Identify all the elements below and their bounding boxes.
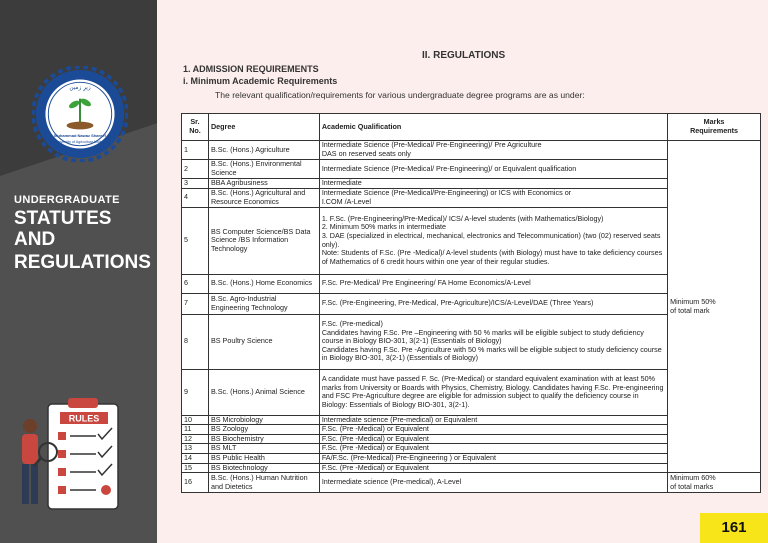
heading-admission-requirements: 1. ADMISSION REQUIREMENTS: [183, 64, 319, 74]
table-row: 8 BS Poultry Science F.Sc. (Pre-medical) Candidates having F.Sc. Pre –Engineering with 50 % marks will be eligible subject to study deficiency course in Biology BIO-301, 3(2-1) (Essentials of Biology) Candidates having F.Sc. Pre -Agriculture with 50 % marks will be eligible subject to study deficiency course in Biology BIO-301, 3(2-1) (Essentials of Biology): [182, 314, 761, 369]
table-row: 12 BS Biochemistry F.Sc. (Pre -Medical) or Equivalent: [182, 434, 761, 444]
table-row: 2 B.Sc. (Hons.) Environmental Science Intermediate Science (Pre-Medical/ Pre-Engineering)/ or Equivalent qualification: [182, 160, 761, 179]
table-row: 11 BS Zoology F.Sc. (Pre -Medical) or Equivalent: [182, 425, 761, 435]
header-marks: Marks Requirements: [668, 114, 761, 141]
sidebar: [0, 0, 157, 543]
table-row: 9 B.Sc. (Hons.) Animal Science A candidate must have passed F. Sc. (Pre-Medical) or standard equivalent examination with at least 50% marks from University or Boards with Physics, Chemistry, Biology. Candidates having F.Sc. Pre-engineering and FSC Pre-Agriculture degree are eligible for admission subject to qualify the deficiency course in Biology: Essentials of Biology BIO-301, 3(2-1).: [182, 369, 761, 415]
university-logo: [32, 66, 128, 162]
table-row: 4 B.Sc. (Hons.) Agricultural and Resource Economics Intermediate Science (Pre-Medical/Pre-Engineering) or ICS with Economics or I.COM /A-Level: [182, 188, 761, 207]
table-row: 13 BS MLT F.Sc. (Pre -Medical) or Equivalent: [182, 444, 761, 454]
header-sr-no: Sr. No.: [182, 114, 209, 141]
doc-label-small: UNDERGRADUATE: [14, 194, 120, 206]
table-row: 5 BS Computer Science/BS Data Science /BS Information Technology 1. F.Sc. (Pre-Engineering/Pre-Medical)/ ICS/ A-level students (with Mathematics/Biology) 2. Minimum 50% marks in intermediate 3. DAE (specialized in electrical, mechanical, electronics and Telecommunication) (two (02) reserved seats only). Note: Students of F.Sc. (Pre -Medical)/ A-level students (with Biology) must have to take deficiency courses of Mathematics of 6 credit hours within one year of their regular studies.: [182, 207, 761, 274]
subheading-academic-requirements: i. Minimum Academic Requirements: [183, 76, 338, 86]
page-number: 161: [700, 513, 768, 543]
marks-row16: Minimum 60% of total marks: [668, 473, 761, 493]
doc-label-line1: STATUTES AND: [14, 208, 112, 250]
table-row: 15 BS Biotechnology F.Sc. (Pre -Medical) or Equivalent: [182, 463, 761, 473]
header-qualification: Academic Qualification: [319, 114, 667, 141]
table-header-row: [182, 114, 761, 141]
rules-sign-text: RULES: [68, 413, 100, 424]
section-title: II. REGULATIONS: [422, 50, 506, 61]
header-degree: Degree: [208, 114, 319, 141]
doc-label-line2: REGULATIONS: [14, 252, 151, 273]
logo-bottom-text: University of Agriculture Multan: [55, 139, 105, 144]
table-row: 6 B.Sc. (Hons.) Home Economics F.Sc. Pre-Medical/ Pre Engineering/ FA Home Economics/A-Level: [182, 274, 761, 293]
main-content: [157, 0, 768, 543]
logo-script-text: زیرِ زمین: [69, 85, 91, 92]
table-row: 7 B.Sc. Agro-Industrial Engineering Technology F.Sc. (Pre-Engineering, Pre-Medical, Pre-Agriculture)/ICS/A-Level/DAE (Three Years): [182, 293, 761, 314]
table-row: 1 B.Sc. (Hons.) Agriculture Intermediate Science (Pre-Medical/ Pre-Engineering)/ Pre Agriculture DAS on reserved seats only Minimum 50% of total mark: [182, 141, 761, 160]
marks-general: Minimum 50% of total mark: [668, 141, 761, 473]
table-row: 3 BBA Agribusiness Intermediate: [182, 179, 761, 189]
intro-text: The relevant qualification/requirements for various undergraduate degree programs are as under:: [215, 90, 585, 100]
table-row: 10 BS Microbiology Intermediate science (Pre-medical) or Equivalent: [182, 415, 761, 425]
rules-illustration: [8, 396, 128, 516]
table-row: 14 BS Public Health FA/F.Sc. (Pre-Medical) Pre-Engineering ) or Equivalent: [182, 453, 761, 463]
document-title-block: [14, 194, 157, 273]
table-row: 16 B.Sc. (Hons.) Human Nutrition and Dietetics Intermediate science (Pre-medical), A-Level Minimum 60% of total marks: [182, 473, 761, 493]
logo-top-text: Muhammad Nawaz Shareef: [54, 133, 106, 139]
requirements-table: [181, 113, 761, 493]
